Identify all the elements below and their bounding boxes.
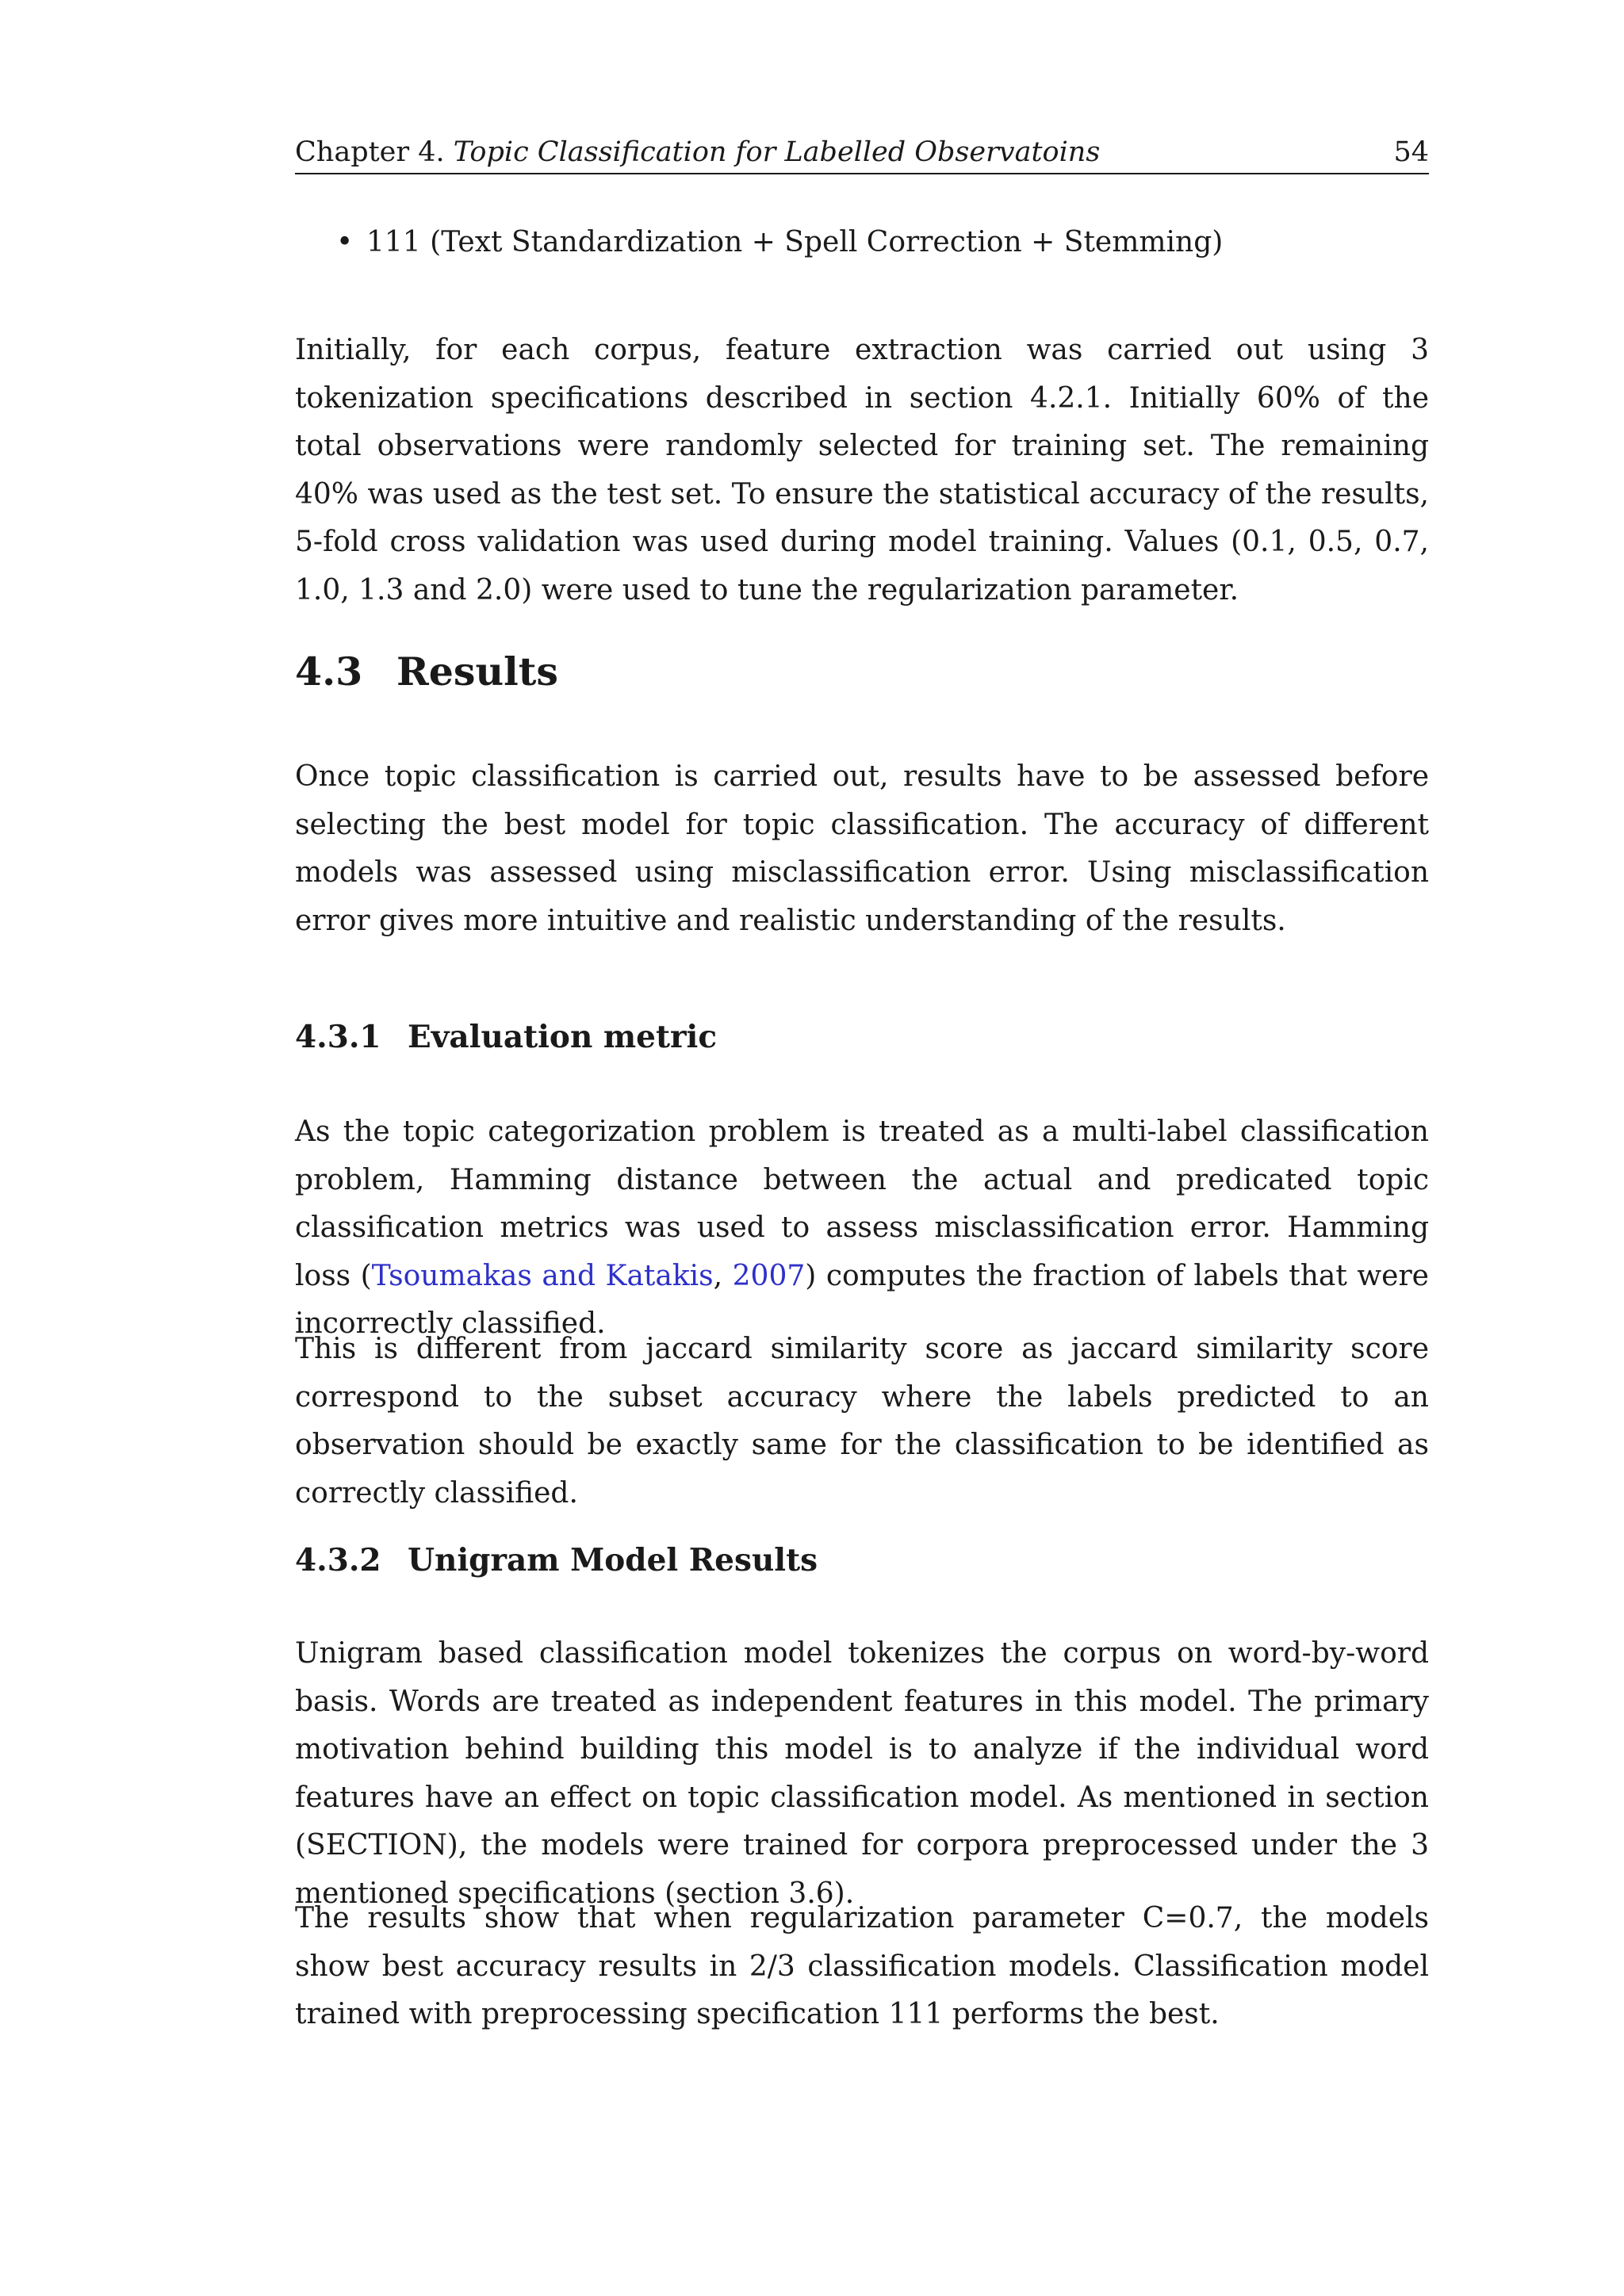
paragraph-jaccard: This is different from jaccard similarity score as jaccard similarity score correspond to the subset accuracy where the labels predicted to an observation should be exactly same for the classification to be identified as correctly classified.: [295, 1333, 1429, 1510]
header-chapter: Chapter 4.: [295, 136, 445, 168]
subsection-heading-unigram: [295, 1536, 818, 1584]
document-page: [295, 0, 1429, 2296]
section-heading: [295, 644, 558, 699]
bullet-dot-icon: •: [336, 226, 354, 258]
citation-separator: ,: [713, 1259, 733, 1292]
bullet-text: 111 (Text Standardization + Spell Correction + Stemming): [366, 226, 1224, 258]
subsection-number: 4.3.2: [295, 1542, 381, 1578]
subsection-title: Evaluation metric: [408, 1019, 718, 1055]
paragraph-results: Once topic classification is carried out, results have to be assessed before selecting the best model for topic classification. The accuracy of different models was assessed using misclassification error. Using misclassification error gives more intuitive and realistic understanding of the results.: [295, 760, 1429, 937]
citation-link-authors[interactable]: Tsoumakas and Katakis: [371, 1259, 714, 1292]
subsection-heading-evaluation: [295, 1013, 717, 1061]
paragraph-feature-extraction: Initially, for each corpus, feature extraction was carried out using 3 tokenization specifications described in section 4.2.1. Initially 60% of the total observations were randomly selected for training set. The remaining 40% was used as the test set. To ensure the statistical accuracy of the results, 5-fold cross validation was used during model training. Values (0.1, 0.5, 0.7, 1.0, 1.3 and 2.0) were used to tune the regularization parameter.: [295, 334, 1429, 607]
subsection-number: 4.3.1: [295, 1019, 381, 1055]
paragraph-unigram-results: The results show that when regularization parameter C=0.7, the models show best accuracy results in 2/3 classification models. Classification model trained with preprocessing specification 111 performs the best.: [295, 1902, 1429, 2030]
citation-link-year[interactable]: 2007: [732, 1259, 806, 1292]
header-chapter-title: Topic Classification for Labelled Observatoins: [453, 136, 1101, 168]
paragraph-text: ) computes the fraction of labels that were incorrectly classified.: [295, 1259, 1429, 1340]
paragraph-text: As the topic categorization problem is treated as a multi-label classification problem, Hamming distance between the actual and predicated topic classification metrics was used to assess misclassification error. Hamming loss (: [295, 1115, 1429, 1292]
page-number: 54: [1393, 136, 1429, 168]
section-number: 4.3: [295, 649, 363, 695]
bullet-item: [336, 220, 1429, 265]
header-chapter-label: [295, 132, 1100, 173]
paragraph-hamming-loss: [295, 1108, 1429, 1349]
section-title: Results: [396, 649, 558, 695]
paragraph-unigram-model: Unigram based classification model tokenizes the corpus on word-by-word basis. Words are treated as independent features in this model. The primary motivation behind building this model is to analyze if the individual word features have an effect on topic classification model. As mentioned in section (SECTION), the models were trained for corpora preprocessed under the 3 mentioned specifications (section 3.6).: [295, 1637, 1429, 1910]
subsection-title: Unigram Model Results: [408, 1542, 818, 1578]
running-header: [295, 132, 1429, 174]
